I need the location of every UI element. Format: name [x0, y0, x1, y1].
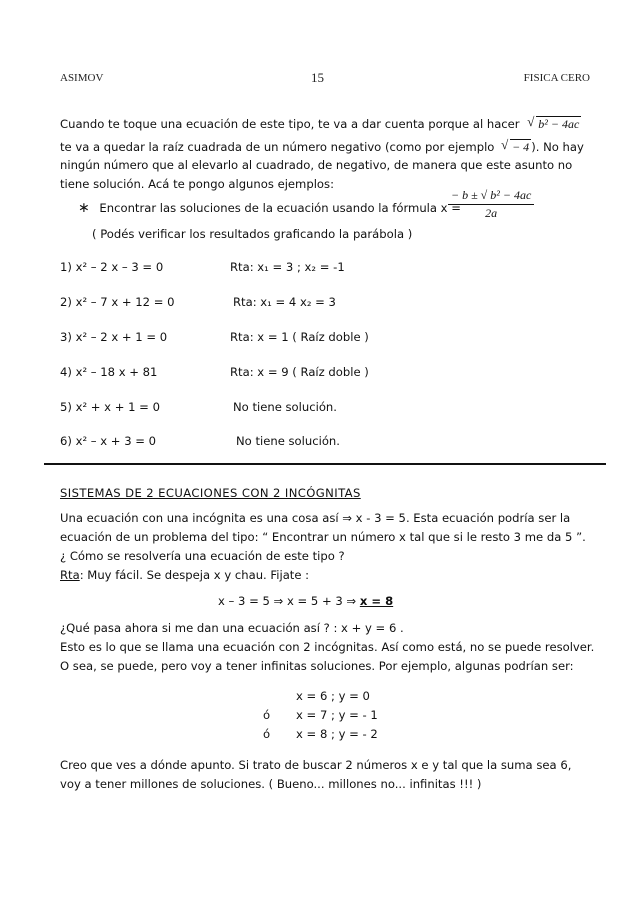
- example-ans: Rta: x = 9 ( Raíz doble ): [230, 365, 369, 379]
- section-p3-line2: voy a tener millones de soluciones. ( Bueno... millones no... infinitas !!! ): [60, 777, 482, 791]
- section-divider: [44, 463, 606, 465]
- section-p2-line3: O sea, se puede, pero voy a tener infinitas soluciones. Por ejemplo, algunas podrían ser:: [60, 659, 574, 673]
- solution-2: x = 7 ; y = - 1: [296, 708, 378, 722]
- quadratic-formula: [448, 188, 534, 221]
- example-eq: 2) x² – 7 x + 12 = 0: [60, 295, 175, 309]
- solution-3: x = 8 ; y = - 2: [296, 727, 378, 741]
- solution-1: x = 6 ; y = 0: [296, 689, 370, 703]
- header-left: ASIMOV: [60, 72, 104, 84]
- example-eq: 4) x² – 18 x + 81: [60, 365, 158, 379]
- task-text: Encontrar las soluciones de la ecuación usando la fórmula x =: [99, 201, 461, 215]
- section-p1-line1: Una ecuación con una incógnita es una cosa así ⇒ x - 3 = 5. Esta ecuación podría ser la: [60, 511, 571, 525]
- section-title: SISTEMAS DE 2 ECUACIONES CON 2 INCÓGNITAS: [60, 486, 361, 500]
- rta-line: [60, 568, 309, 583]
- task-note: ( Podés verificar los resultados graficando la parábola ): [92, 227, 413, 241]
- or-label: ó: [263, 727, 271, 741]
- example-ans: Rta: x₁ = 4 x₂ = 3: [233, 295, 336, 309]
- formula-denominator: 2a: [485, 206, 498, 220]
- example-ans: Rta: x₁ = 3 ; x₂ = -1: [230, 260, 345, 274]
- header-right: FISICA CERO: [523, 72, 590, 84]
- intro-text-1: Cuando te toque una ecuación de este tipo, te va a dar cuenta porque al hacer: [60, 117, 520, 131]
- section-p2-line2: Esto es lo que se llama una ecuación con 2 incógnitas. Así como está, no se puede resolver.: [60, 640, 595, 654]
- example-eq: 1) x² – 2 x – 3 = 0: [60, 260, 164, 274]
- task-line: [78, 201, 461, 216]
- intro-line-2: [60, 139, 584, 155]
- intro-text-2b: ). No hay: [531, 140, 584, 154]
- rta-text: : Muy fácil. Se despeja x y chau. Fijate :: [79, 568, 310, 582]
- intro-line-4: tiene solución. Acá te pongo algunos ejemplos:: [60, 177, 334, 191]
- example-eq: 3) x² – 2 x + 1 = 0: [60, 330, 168, 344]
- formula-numerator: − b ± √ b² − 4ac: [448, 188, 534, 205]
- sqrt-minus-four-value: − 4: [512, 140, 530, 154]
- section-p2-line1: ¿Qué pasa ahora si me dan una ecuación así ? : x + y = 6 .: [60, 621, 404, 635]
- intro-line-1: [60, 116, 581, 132]
- page-number: 15: [311, 70, 324, 85]
- section-p1-line2: ecuación de un problema del tipo: “ Encontrar un número x tal que si le resto 3 me da 5 ”.: [60, 530, 586, 544]
- rta-label: Rta: [60, 568, 80, 582]
- section-p1-line3: ¿ Cómo se resolvería una ecuación de este tipo ?: [60, 549, 345, 563]
- intro-text-2a: te va a quedar la raíz cuadrada de un número negativo (como por ejemplo: [60, 140, 495, 154]
- example-eq: 5) x² + x + 1 = 0: [60, 400, 160, 414]
- section-p3-line1: Creo que ves a dónde apunto. Si trato de buscar 2 números x e y tal que la suma sea 6,: [60, 758, 572, 772]
- equation-steps: x – 3 = 5 ⇒ x = 5 + 3 ⇒: [218, 594, 360, 608]
- intro-line-3: ningún número que al elevarlo al cuadrado, de negativo, de manera que este asunto no: [60, 158, 573, 172]
- sqrt-minus-four: √ − 4: [501, 137, 530, 154]
- example-ans: No tiene solución.: [236, 434, 340, 448]
- equation-result: x = 8: [359, 594, 394, 608]
- equation-chain: [218, 594, 393, 609]
- example-eq: 6) x² – x + 3 = 0: [60, 434, 157, 448]
- example-ans: Rta: x = 1 ( Raíz doble ): [230, 330, 369, 344]
- bullet-icon: ∗: [78, 200, 90, 216]
- or-label: ó: [263, 708, 271, 722]
- sqrt-discriminant: √ b² − 4ac: [527, 114, 580, 131]
- example-ans: No tiene solución.: [233, 400, 337, 414]
- sqrt-discriminant-value: b² − 4ac: [538, 117, 580, 131]
